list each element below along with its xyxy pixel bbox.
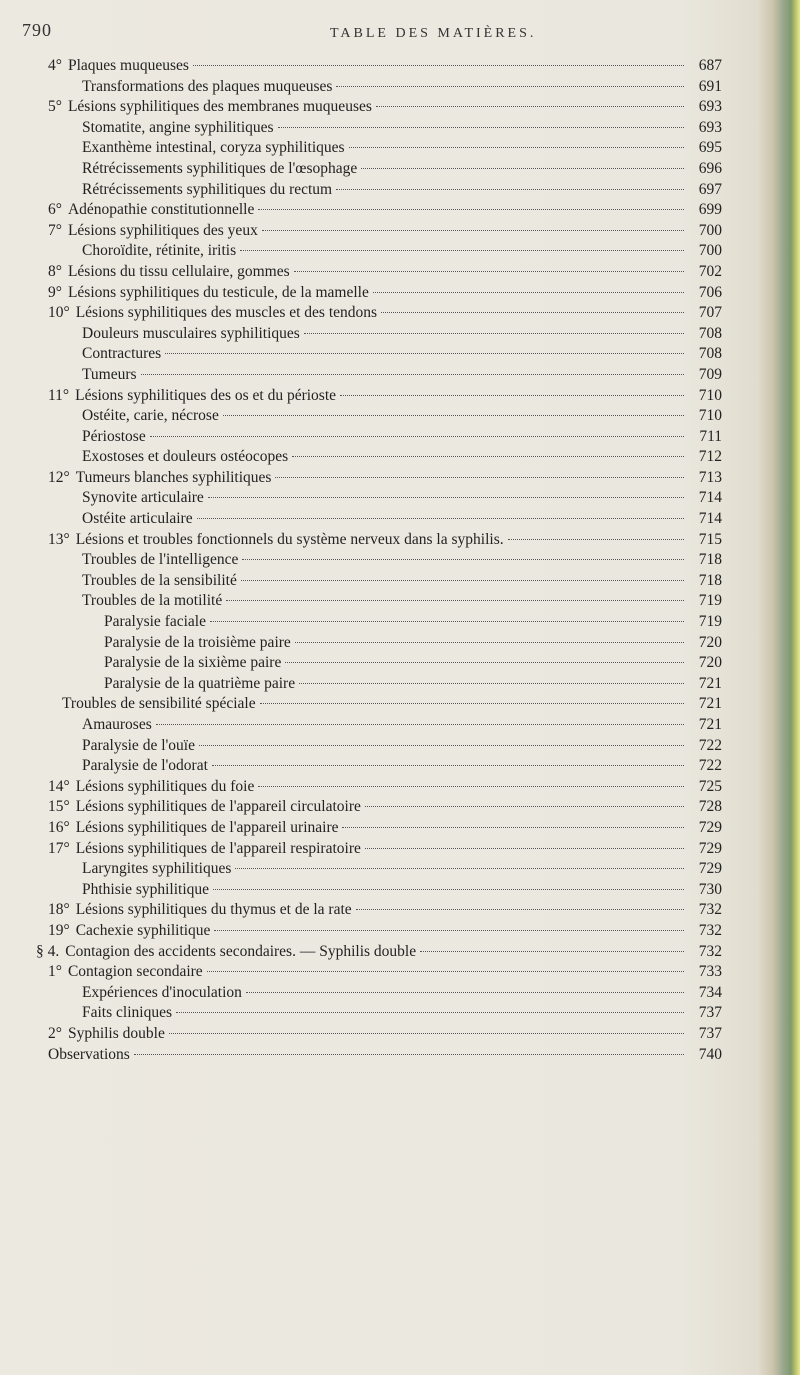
dot-leader — [381, 312, 684, 313]
toc-entry-page: 706 — [698, 283, 722, 301]
toc-entry-page: 732 — [698, 942, 722, 960]
toc-entry — [48, 97, 722, 118]
toc-entry-number: 6° — [48, 201, 62, 219]
toc-entry — [48, 303, 722, 324]
toc-entry-label: Lésions syphilitiques du thymus et de la rate — [75, 901, 352, 919]
dot-leader — [241, 580, 684, 581]
dot-leader — [150, 436, 684, 437]
toc-entry-page: 695 — [698, 139, 722, 157]
toc-entry — [48, 983, 722, 1004]
toc-entry-page: 708 — [698, 345, 722, 363]
toc-entry-page: 722 — [698, 736, 722, 754]
toc-entry-page: 732 — [698, 901, 722, 919]
toc-entry-number: 15° — [48, 798, 70, 816]
toc-entry-number: 12° — [48, 468, 70, 486]
dot-leader — [304, 333, 684, 334]
toc-entry-label: Paralysie faciale — [104, 613, 206, 631]
toc-entry-page: 729 — [698, 860, 722, 878]
toc-entry — [48, 427, 722, 448]
toc-entry-label: Troubles de la motilité — [82, 592, 223, 610]
toc-entry — [48, 736, 722, 757]
toc-entry-label: Syphilis double — [67, 1024, 165, 1042]
toc-entry-page: 699 — [698, 201, 722, 219]
toc-entry-page: 721 — [698, 674, 722, 692]
toc-entry — [48, 612, 722, 633]
toc-entry-label: Faits cliniques — [82, 1004, 172, 1022]
dot-leader — [169, 1033, 684, 1034]
toc-entry-number: 5° — [48, 98, 62, 116]
dot-leader — [299, 683, 684, 684]
toc-entry — [48, 818, 722, 839]
toc-entry-label: Exostoses et douleurs ostéocopes — [82, 448, 289, 466]
toc-entry-label: Ostéite, carie, nécrose — [82, 407, 219, 425]
toc-entry-page: 719 — [698, 592, 722, 610]
dot-leader — [212, 765, 684, 766]
toc-entry-label: Adénopathie constitutionnelle — [67, 201, 255, 219]
toc-entry-number: 11° — [48, 386, 70, 404]
toc-entry-number: 10° — [48, 304, 70, 322]
dot-leader — [336, 189, 684, 190]
page-number: 790 — [22, 20, 52, 40]
toc-entry-page: 729 — [698, 818, 722, 836]
dot-leader — [356, 909, 684, 910]
dot-leader — [285, 662, 684, 663]
toc-entry-label: Cachexie syphilitique — [75, 921, 211, 939]
toc-entry-page: 687 — [698, 57, 722, 74]
toc-entry-label: Phthisie syphilitique — [82, 880, 210, 898]
toc-entry — [48, 509, 722, 530]
toc-entry-label: Périostose — [82, 427, 146, 445]
toc-entry-page: 721 — [698, 695, 722, 713]
dot-leader — [420, 951, 684, 952]
toc-entry — [48, 797, 722, 818]
toc-entry — [48, 633, 722, 654]
toc-entry — [48, 1003, 722, 1024]
toc-entry-number: 18° — [48, 901, 70, 919]
toc-entry-page: 700 — [698, 221, 722, 239]
toc-entry — [48, 365, 722, 386]
toc-entry-label: Paralysie de la quatrième paire — [104, 674, 296, 692]
dot-leader — [340, 395, 684, 396]
toc-entry — [48, 262, 722, 283]
toc-entry — [48, 241, 722, 262]
toc-entry-page: 710 — [698, 386, 722, 404]
dot-leader — [246, 992, 684, 993]
dot-leader — [258, 209, 684, 210]
toc-entry — [48, 1024, 722, 1045]
toc-entry-page: 719 — [698, 613, 722, 631]
dot-leader — [235, 868, 684, 869]
toc-entry-page: 712 — [698, 448, 722, 466]
toc-entry-number: 19° — [48, 921, 70, 939]
toc-entry-page: 691 — [698, 77, 722, 95]
toc-entry-page: 713 — [698, 468, 722, 486]
toc-entry-page: 729 — [698, 839, 722, 857]
dot-leader — [292, 456, 684, 457]
toc-entry — [48, 488, 722, 509]
toc-entry-label: Laryngites syphilitiques — [82, 860, 232, 878]
toc-entry — [48, 859, 722, 880]
toc-entry-page: 721 — [698, 716, 722, 733]
toc-entry-label: Rétrécissements syphilitiques de l'œsophage — [82, 159, 358, 177]
toc-entry-label: Lésions syphilitiques de l'appareil urinaire — [75, 818, 339, 836]
toc-entry-page: 725 — [698, 777, 722, 795]
toc-entry — [48, 571, 722, 592]
toc-entry — [48, 756, 722, 777]
toc-entry-number: 7° — [48, 221, 62, 239]
toc-entry-label: Lésions syphilitiques des yeux — [67, 221, 258, 239]
toc-entry-label: Observations — [48, 1045, 130, 1063]
toc-entry-page: 693 — [698, 98, 722, 116]
toc-entry-label: Stomatite, angine syphilitiques — [82, 118, 274, 136]
dot-leader — [260, 703, 684, 704]
dot-leader — [373, 292, 684, 293]
toc-entry-label: Troubles de l'intelligence — [82, 551, 239, 569]
dot-leader — [349, 147, 684, 148]
toc-entry-label: Tumeurs — [82, 365, 137, 383]
toc-entry — [48, 591, 722, 612]
table-of-contents — [36, 56, 722, 1065]
dot-leader — [295, 642, 684, 643]
toc-entry-label: Lésions syphilitiques des membranes muqueuses — [67, 98, 372, 116]
dot-leader — [365, 848, 684, 849]
page-edge-shadow — [758, 0, 800, 1375]
toc-entry — [48, 56, 722, 77]
toc-entry-label: Lésions syphilitiques de l'appareil respiratoire — [75, 839, 361, 857]
toc-entry-page: 722 — [698, 757, 722, 775]
toc-entry — [48, 921, 722, 942]
toc-entry-page: 700 — [698, 242, 722, 260]
toc-entry — [48, 839, 722, 860]
toc-entry-label: Contagion des accidents secondaires. — Syphilis double — [65, 942, 417, 960]
dot-leader — [361, 168, 684, 169]
toc-entry — [48, 200, 722, 221]
toc-entry-label: Contagion secondaire — [67, 963, 203, 981]
toc-entry-label: Paralysie de l'odorat — [82, 757, 208, 775]
toc-entry — [48, 880, 722, 901]
toc-entry-label: Exanthème intestinal, coryza syphilitiques — [82, 139, 345, 157]
dot-leader — [210, 621, 684, 622]
dot-leader — [199, 745, 684, 746]
dot-leader — [226, 600, 684, 601]
dot-leader — [165, 353, 684, 354]
toc-entry — [48, 653, 722, 674]
toc-entry — [48, 180, 722, 201]
toc-entry-label: Tumeurs blanches syphilitiques — [75, 468, 272, 486]
toc-entry — [48, 77, 722, 98]
dot-leader — [258, 786, 684, 787]
toc-entry — [48, 406, 722, 427]
toc-entry — [48, 283, 722, 304]
toc-entry — [48, 138, 722, 159]
toc-entry-page: 733 — [698, 963, 722, 981]
toc-entry-page: 714 — [698, 510, 722, 528]
toc-entry-number: § 4. — [36, 942, 60, 960]
toc-entry-number: 8° — [48, 262, 62, 280]
toc-entry — [48, 777, 722, 798]
dot-leader — [275, 477, 684, 478]
toc-entry-label: Transformations des plaques muqueuses — [82, 77, 333, 95]
toc-entry-label: Lésions syphilitiques de l'appareil circulatoire — [75, 798, 361, 816]
toc-entry-label: Lésions syphilitiques du foie — [75, 777, 255, 795]
toc-entry-number: 14° — [48, 777, 70, 795]
toc-entry-number: 17° — [48, 839, 70, 857]
toc-entry-label: Lésions syphilitiques des os et du périoste — [75, 386, 337, 404]
toc-entry-label: Lésions du tissu cellulaire, gommes — [67, 262, 290, 280]
toc-entry-label: Ostéite articulaire — [82, 510, 193, 528]
toc-entry-label: Paralysie de la sixième paire — [104, 654, 282, 672]
dot-leader — [262, 230, 684, 231]
dot-leader — [214, 930, 684, 931]
toc-entry-label: Troubles de sensibilité spéciale — [62, 695, 256, 713]
toc-entry-label: Lésions et troubles fonctionnels du système nerveux dans la syphilis. — [75, 530, 504, 548]
toc-entry-page: 702 — [698, 262, 722, 280]
toc-entry — [48, 447, 722, 468]
toc-entry-page: 707 — [698, 304, 722, 322]
toc-entry-page: 737 — [698, 1004, 722, 1022]
dot-leader — [223, 415, 684, 416]
toc-entry — [48, 118, 722, 139]
toc-entry-number: 4° — [48, 57, 62, 74]
toc-entry — [48, 530, 722, 551]
toc-entry-page: 730 — [698, 880, 722, 898]
dot-leader — [342, 827, 684, 828]
toc-entry — [48, 694, 722, 715]
dot-leader — [336, 86, 684, 87]
toc-entry-number: 2° — [48, 1024, 62, 1042]
dot-leader — [197, 518, 684, 519]
toc-entry-page: 711 — [699, 427, 722, 445]
dot-leader — [156, 724, 684, 725]
toc-entry — [48, 468, 722, 489]
toc-entry-page: 720 — [698, 633, 722, 651]
toc-entry-page: 693 — [698, 118, 722, 136]
toc-entry-page: 709 — [698, 365, 722, 383]
dot-leader — [134, 1054, 684, 1055]
toc-entry-number: 13° — [48, 530, 70, 548]
toc-entry-page: 720 — [698, 654, 722, 672]
toc-entry-label: Amauroses — [82, 716, 152, 733]
dot-leader — [207, 971, 684, 972]
toc-entry-page: 714 — [698, 489, 722, 507]
dot-leader — [213, 889, 684, 890]
toc-entry-page: 734 — [698, 983, 722, 1001]
toc-entry-label: Lésions syphilitiques du testicule, de la mamelle — [67, 283, 369, 301]
toc-entry-page: 718 — [698, 551, 722, 569]
dot-leader — [294, 271, 684, 272]
toc-entry-label: Douleurs musculaires syphilitiques — [82, 324, 300, 342]
toc-entry — [48, 900, 722, 921]
toc-entry-label: Contractures — [82, 345, 162, 363]
running-title: TABLE DES MATIÈRES. — [330, 26, 537, 41]
toc-entry-page: 737 — [698, 1024, 722, 1042]
toc-entry — [48, 962, 722, 983]
toc-entry-page: 715 — [698, 530, 722, 548]
dot-leader — [508, 539, 684, 540]
toc-entry — [36, 942, 722, 963]
toc-entry — [48, 1045, 722, 1066]
toc-entry-page: 732 — [698, 921, 722, 939]
toc-entry-label: Plaques muqueuses — [67, 57, 189, 74]
toc-entry-label: Paralysie de la troisième paire — [104, 633, 291, 651]
toc-entry — [48, 344, 722, 365]
toc-entry-page: 728 — [698, 798, 722, 816]
toc-entry-label: Choroïdite, rétinite, iritis — [82, 242, 237, 260]
toc-entry-page: 718 — [698, 571, 722, 589]
toc-entry-number: 9° — [48, 283, 62, 301]
toc-entry — [48, 324, 722, 345]
toc-entry-page: 696 — [698, 159, 722, 177]
dot-leader — [208, 497, 684, 498]
dot-leader — [365, 806, 684, 807]
toc-entry-label: Paralysie de l'ouïe — [82, 736, 195, 754]
toc-entry-number: 16° — [48, 818, 70, 836]
toc-entry-label: Lésions syphilitiques des muscles et des tendons — [75, 304, 378, 322]
dot-leader — [278, 127, 684, 128]
dot-leader — [240, 250, 684, 251]
toc-entry — [48, 550, 722, 571]
toc-entry-page: 697 — [698, 180, 722, 198]
dot-leader — [141, 374, 684, 375]
toc-entry-page: 708 — [698, 324, 722, 342]
toc-entry — [48, 386, 722, 407]
toc-entry-label: Troubles de la sensibilité — [82, 571, 237, 589]
toc-entry-number: 1° — [48, 963, 62, 981]
toc-entry-label: Synovite articulaire — [82, 489, 204, 507]
toc-entry — [48, 715, 722, 736]
toc-entry-page: 710 — [698, 407, 722, 425]
toc-entry-label: Rétrécissements syphilitiques du rectum — [82, 180, 333, 198]
dot-leader — [176, 1012, 684, 1013]
toc-entry — [48, 221, 722, 242]
dot-leader — [193, 65, 684, 66]
toc-entry-label: Expériences d'inoculation — [82, 983, 242, 1001]
toc-entry — [48, 674, 722, 695]
dot-leader — [242, 559, 684, 560]
toc-entry-page: 740 — [698, 1045, 722, 1063]
toc-entry — [48, 159, 722, 180]
dot-leader — [376, 106, 684, 107]
